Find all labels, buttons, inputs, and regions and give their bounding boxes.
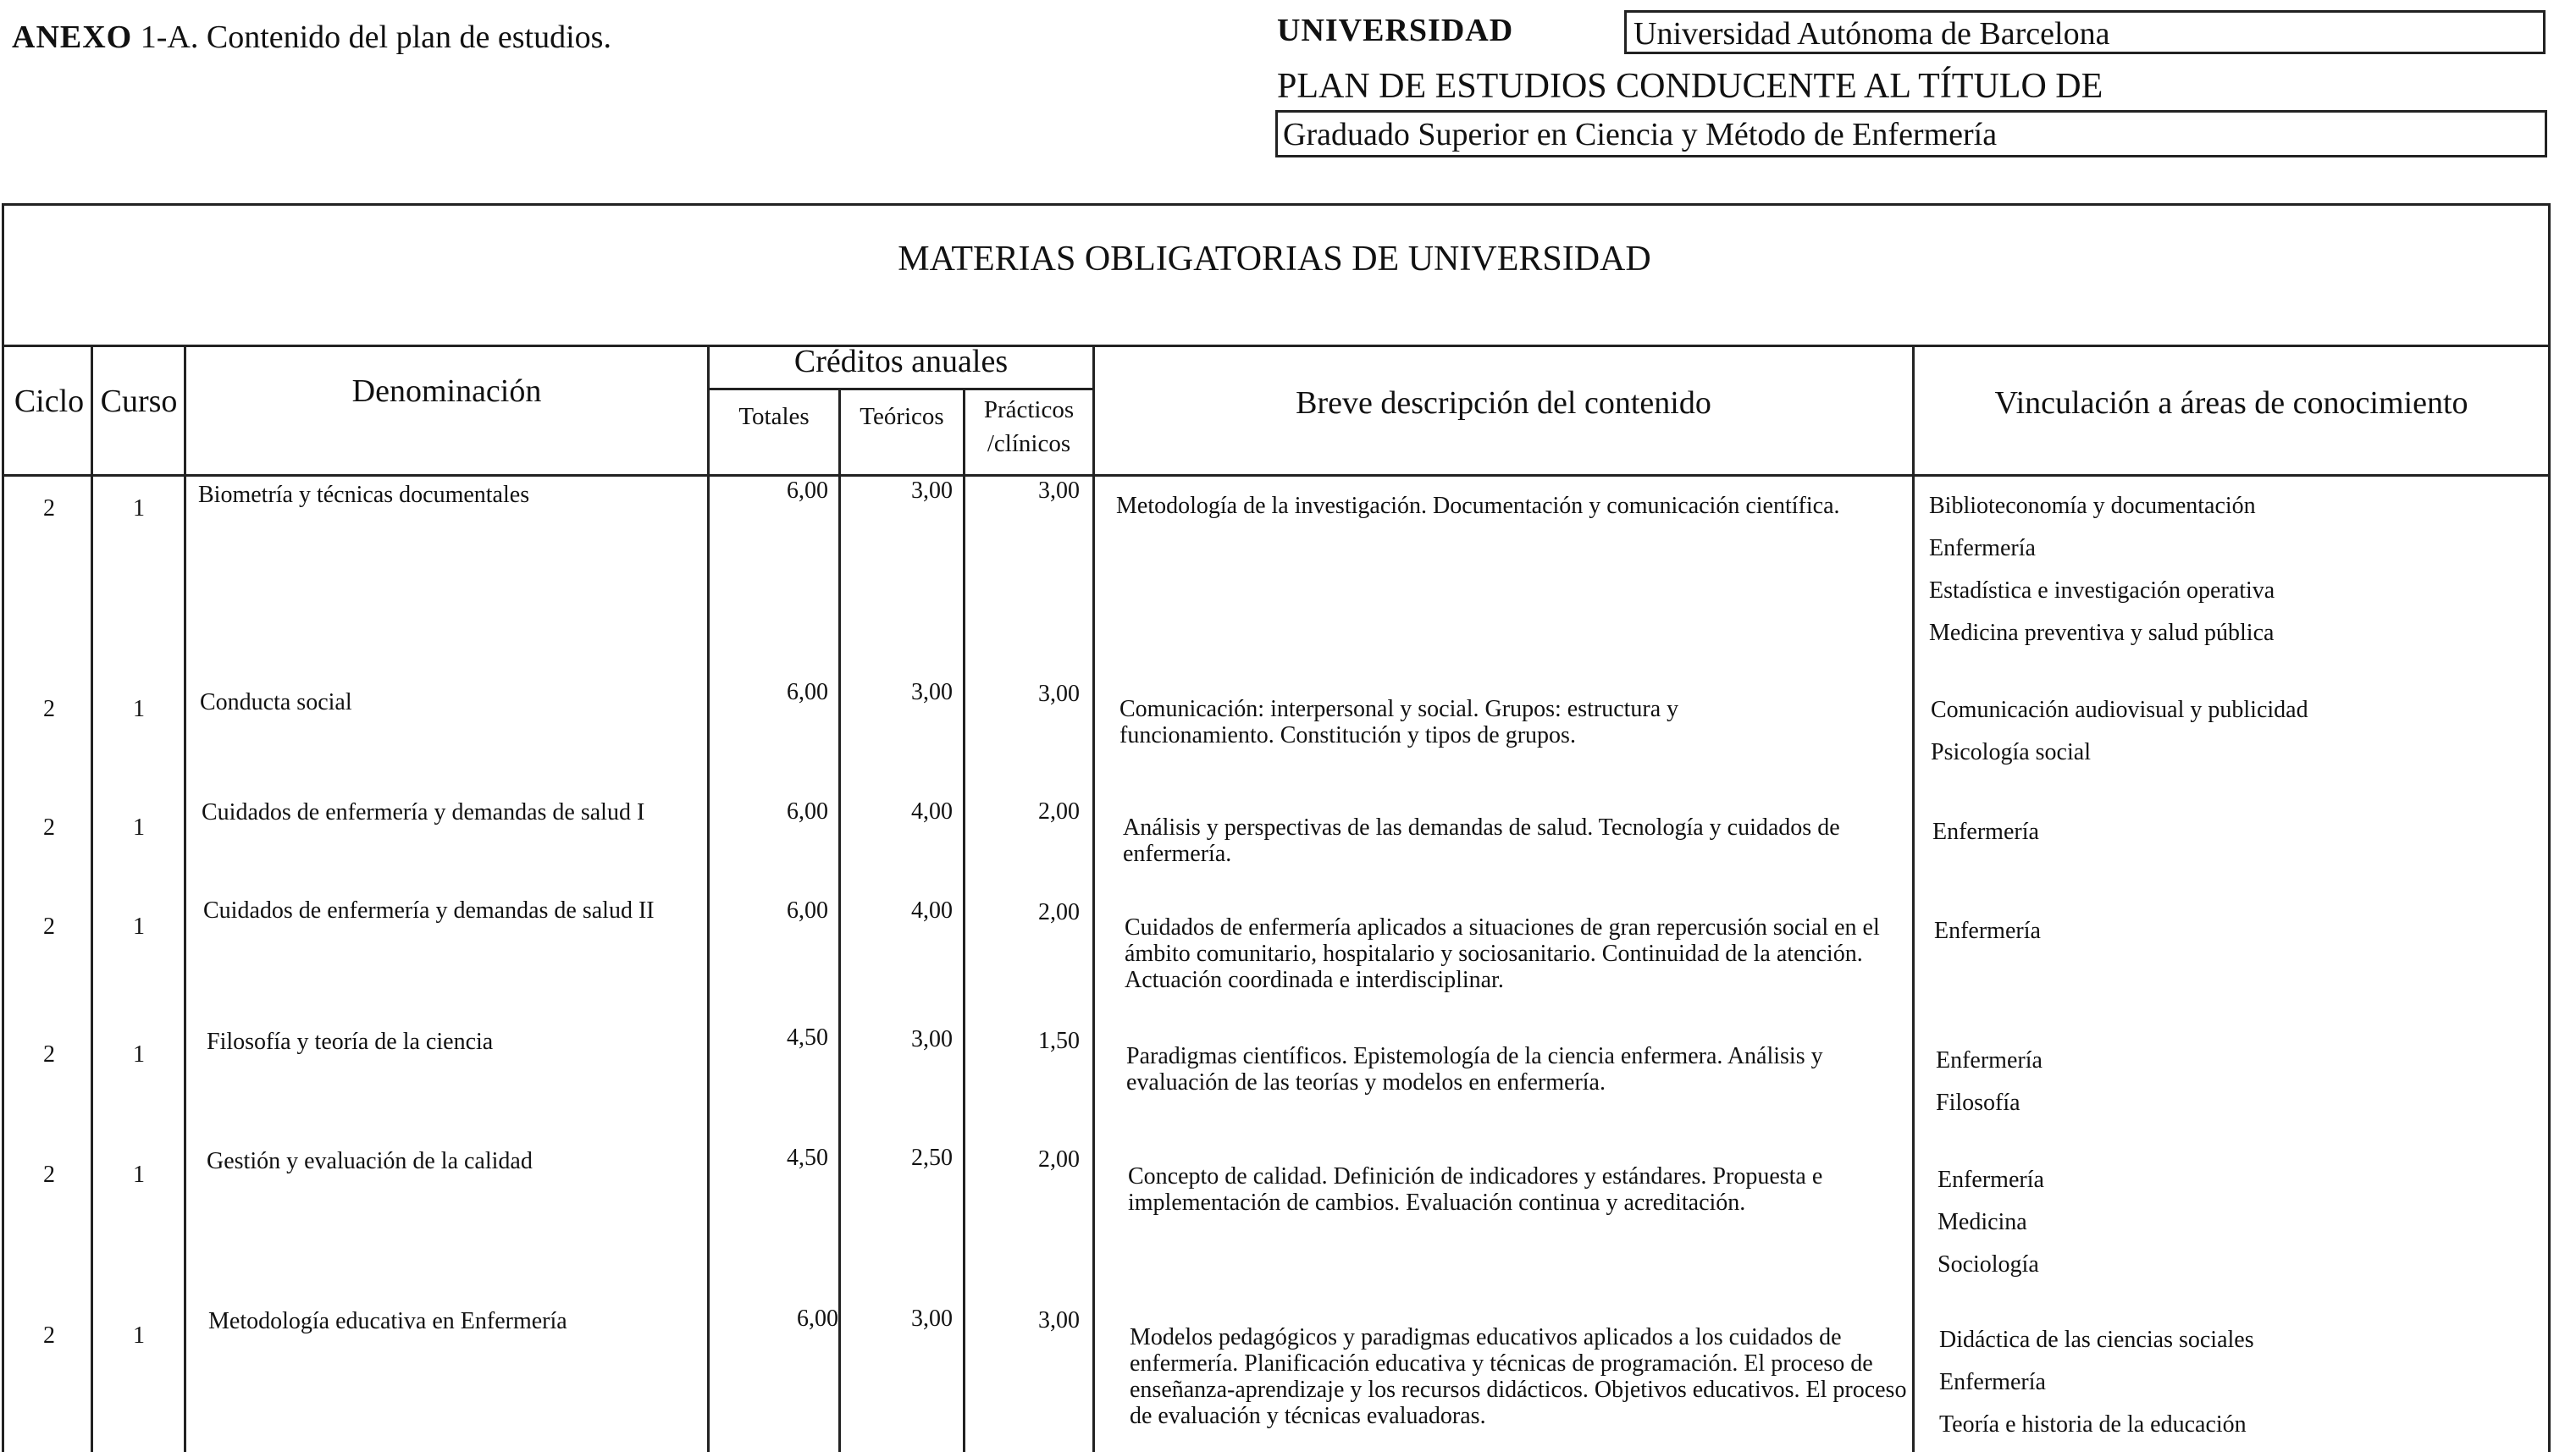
area-item: Enfermería [1936, 1047, 2043, 1074]
area-item: Enfermería [1929, 535, 2036, 561]
cell-practicos: 3,00 [1038, 478, 1080, 504]
cell-curso: 1 [133, 1162, 145, 1188]
col-practicos-line2: /clínicos [987, 430, 1071, 457]
cell-descripcion: Concepto de calidad. Definición de indicadores y estándares. Propuesta e implementación de cambios. Evaluación continua y acreditación. [1128, 1163, 1823, 1216]
cell-descripcion: Paradigmas científicos. Epistemología de la ciencia enfermera. Análisis y evaluación de las teorías y modelos en enfermería. [1126, 1043, 1823, 1096]
anexo-heading [12, 19, 611, 56]
rule-practicos [1092, 345, 1095, 1452]
cell-areas [1938, 1159, 2551, 1286]
cell-practicos: 2,00 [1038, 1146, 1080, 1173]
area-item: Medicina preventiva y salud pública [1929, 620, 2275, 646]
col-totales: Totales [738, 403, 810, 430]
cell-totales: 6,00 [787, 798, 828, 825]
col-descripcion: Breve descripción del contenido [1296, 385, 1711, 421]
cell-curso: 1 [133, 1322, 145, 1349]
cell-denominacion: Filosofía y teoría de la ciencia [207, 1029, 494, 1055]
cell-teoricos: 2,50 [911, 1145, 953, 1171]
cell-descripcion: Modelos pedagógicos y paradigmas educativos aplicados a los cuidados de enfermería. Planificación educativa y técnicas de programación. El proceso de enseñanza-aprendizaje y los recursos didácticos. Objetivos educativos. El proceso de evaluación y técnicas evaluadoras. [1130, 1324, 1907, 1429]
cell-practicos: 1,50 [1038, 1028, 1080, 1054]
cell-practicos: 3,00 [1038, 1307, 1080, 1333]
cell-ciclo: 2 [43, 914, 55, 940]
cell-areas [1934, 910, 2548, 952]
area-item: Sociología [1938, 1251, 2039, 1278]
cell-ciclo: 2 [43, 1322, 55, 1349]
cell-curso: 1 [133, 1041, 145, 1068]
anexo-ref: 1-A. [140, 19, 199, 55]
cell-totales: 4,50 [787, 1145, 828, 1171]
cell-curso: 1 [133, 495, 145, 522]
rule-title-bottom [2, 345, 2551, 347]
cell-teoricos: 3,00 [911, 679, 953, 705]
cell-denominacion: Cuidados de enfermería y demandas de salud II [203, 897, 655, 924]
cell-totales: 4,50 [787, 1024, 828, 1051]
cell-descripcion: Cuidados de enfermería aplicados a situaciones de gran repercusión social en el ámbito comunitario, hospitalario y sociosanitario. Continuidad de la atención. Actuación coordinada e interdisciplinar. [1125, 914, 1880, 993]
area-item: Enfermería [1939, 1369, 2046, 1395]
cell-areas [1932, 811, 2546, 853]
cell-totales: 6,00 [787, 897, 828, 924]
cell-practicos: 2,00 [1038, 798, 1080, 825]
col-ciclo: Ciclo [14, 384, 85, 419]
cell-curso: 1 [133, 814, 145, 841]
cell-totales: 6,00 [787, 679, 828, 705]
cell-areas [1936, 1040, 2550, 1124]
col-practicos-line1: Prácticos [983, 396, 1075, 423]
cell-curso: 1 [133, 696, 145, 722]
area-item: Enfermería [1934, 918, 2041, 944]
cell-teoricos: 4,00 [911, 897, 953, 924]
rule-descripcion [1912, 345, 1915, 1452]
area-item: Biblioteconomía y documentación [1929, 493, 2256, 519]
cell-denominacion: Biometría y técnicas documentales [198, 482, 530, 508]
plan-label: PLAN DE ESTUDIOS CONDUCENTE AL TÍTULO DE [1277, 67, 2103, 106]
cell-ciclo: 2 [43, 814, 55, 841]
col-creditos-anuales: Créditos anuales [793, 344, 1009, 379]
rule-denominacion [707, 345, 710, 1452]
rule-header-bottom [2, 474, 2551, 477]
cell-practicos: 2,00 [1038, 899, 1080, 925]
col-curso: Curso [100, 384, 178, 419]
area-item: Enfermería [1932, 819, 2039, 845]
area-item: Teoría e historia de la educación [1939, 1411, 2247, 1438]
col-practicos [965, 393, 1092, 461]
cell-ciclo: 2 [43, 1041, 55, 1068]
anexo-label: ANEXO [12, 19, 133, 55]
cell-descripcion: Metodología de la investigación. Documentación y comunicación científica. [1116, 493, 1840, 519]
area-item: Medicina [1938, 1209, 2027, 1235]
cell-ciclo: 2 [43, 495, 55, 522]
area-item: Filosofía [1936, 1090, 2020, 1116]
cell-descripcion: Análisis y perspectivas de las demandas de salud. Tecnología y cuidados de enfermería. [1123, 814, 1840, 867]
cell-areas [1931, 689, 2545, 774]
col-teoricos: Teóricos [860, 403, 944, 430]
rule-creditos-bottom [710, 388, 1092, 390]
area-item: Estadística e investigación operativa [1929, 577, 2275, 604]
cell-totales: 6,00 [787, 478, 828, 504]
col-denominacion: Denominación [351, 373, 542, 409]
cell-totales: 6,00 [797, 1306, 838, 1332]
cell-teoricos: 3,00 [911, 1306, 953, 1332]
cell-denominacion: Cuidados de enfermería y demandas de salud I [202, 799, 645, 825]
universidad-label: UNIVERSIDAD [1277, 13, 1514, 48]
cell-descripcion: Comunicación: interpersonal y social. Grupos: estructura y funcionamiento. Constitución y tipos de grupos. [1119, 696, 1679, 748]
cell-teoricos: 3,00 [911, 1026, 953, 1052]
area-item: Comunicación audiovisual y publicidad [1931, 697, 2308, 723]
cell-teoricos: 3,00 [911, 478, 953, 504]
titulo-field: Graduado Superior en Ciencia y Método de Enfermería [1275, 110, 2547, 157]
anexo-text: Contenido del plan de estudios. [206, 19, 611, 55]
col-vinculacion: Vinculación a áreas de conocimiento [1994, 385, 2468, 421]
cell-ciclo: 2 [43, 1162, 55, 1188]
section-title: MATERIAS OBLIGATORIAS DE UNIVERSIDAD [898, 240, 1651, 279]
cell-curso: 1 [133, 914, 145, 940]
cell-teoricos: 4,00 [911, 798, 953, 825]
universidad-field: Universidad Autónoma de Barcelona [1624, 10, 2546, 54]
cell-areas [1939, 1319, 2553, 1446]
area-item: Psicología social [1931, 739, 2091, 765]
cell-practicos: 3,00 [1038, 681, 1080, 707]
area-item: Enfermería [1938, 1167, 2044, 1193]
cell-denominacion: Gestión y evaluación de la calidad [207, 1148, 533, 1174]
cell-areas [1929, 485, 2543, 654]
cell-ciclo: 2 [43, 696, 55, 722]
cell-denominacion: Metodología educativa en Enfermería [208, 1308, 567, 1334]
cell-denominacion: Conducta social [200, 689, 352, 715]
area-item: Didáctica de las ciencias sociales [1939, 1327, 2254, 1353]
